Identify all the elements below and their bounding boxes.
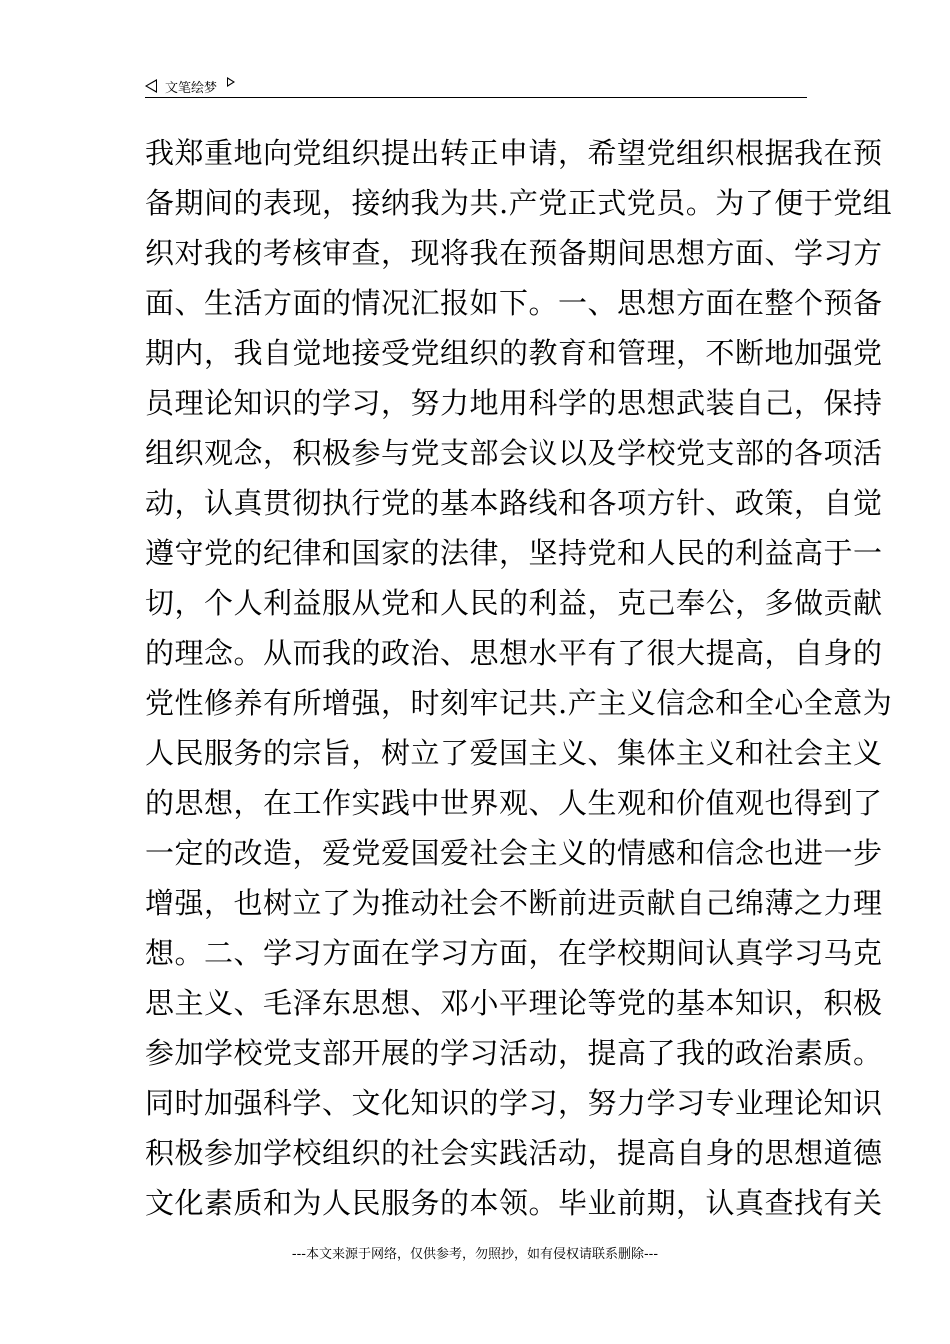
body-line: 增强，也树立了为推动社会不断前进贡献自己绵薄之力理 [145,886,883,920]
body-line: 思主义、毛泽东思想、邓小平理论等党的基本知识，积极 [145,986,883,1020]
document-body [145,128,893,1228]
triangle-right-icon [227,77,235,87]
body-line: 文化素质和为人民服务的本领。毕业前期，认真查找有关 [145,1186,883,1220]
triangle-left-icon [145,79,157,93]
body-line: 组织观念，积极参与党支部会议以及学校党支部的各项活 [145,436,883,470]
body-line: 的理念。从而我的政治、思想水平有了很大提高，自身的 [145,636,883,670]
page-footer: ---本文来源于网络，仅供参考，勿照抄，如有侵权请联系删除--- [291,1247,659,1262]
body-line: 同时加强科学、文化知识的学习，努力学习专业理论知识 [145,1086,883,1120]
body-line: 织对我的考核审查，现将我在预备期间思想方面、学习方 [145,236,883,270]
body-line: 人民服务的宗旨，树立了爱国主义、集体主义和社会主义 [145,736,883,770]
body-line: 面、生活方面的情况汇报如下。一、思想方面在整个预备 [145,286,883,320]
page-header [145,74,807,98]
body-line: 我郑重地向党组织提出转正申请，希望党组织根据我在预 [145,136,883,170]
body-line: 参加学校党支部开展的学习活动，提高了我的政治素质。 [145,1036,883,1070]
body-line: 备期间的表现，接纳我为共.产党正式党员。为了便于党组 [145,186,893,220]
body-line: 一定的改造，爱党爱国爱社会主义的情感和信念也进一步 [145,836,883,870]
body-line: 遵守党的纪律和国家的法律，坚持党和人民的利益高于一 [145,536,883,570]
body-line: 积极参加学校组织的社会实践活动，提高自身的思想道德 [145,1136,883,1170]
header-divider [145,97,807,98]
body-line: 想。二、学习方面在学习方面，在学校期间认真学习马克 [145,936,883,970]
body-line: 的思想，在工作实践中世界观、人生观和价值观也得到了 [145,786,883,820]
body-line: 员理论知识的学习，努力地用科学的思想武装自己，保持 [145,386,883,420]
header-title: 文笔绘梦 [165,80,218,96]
body-line: 党性修养有所增强，时刻牢记共.产主义信念和全心全意为 [145,686,893,720]
body-line: 期内，我自觉地接受党组织的教育和管理，不断地加强党 [145,336,883,370]
body-line: 切，个人利益服从党和人民的利益，克己奉公，多做贡献 [145,586,883,620]
body-line: 动，认真贯彻执行党的基本路线和各项方针、政策，自觉 [145,486,883,520]
